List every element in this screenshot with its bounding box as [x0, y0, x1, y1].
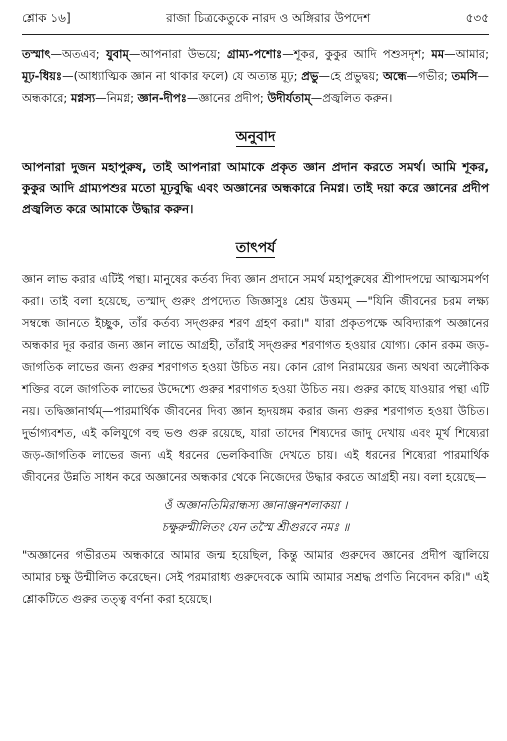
glossary-term: গ্রাম্য-পশোঃ — [227, 47, 283, 61]
page-header — [22, 10, 489, 35]
glossary-meaning: —হে প্রভুদ্বয়; — [318, 69, 383, 83]
glossary-meaning: —(আধ্যাত্মিক জ্ঞান না থাকার ফলে) যে অত্যন্ত মূঢ়; — [62, 69, 302, 83]
glossary-meaning: —আপনারা উভয়ে; — [128, 47, 228, 61]
glossary-meaning: —প্রজ্বলিত করুন। — [310, 91, 393, 105]
glossary-term: প্রভু — [301, 69, 319, 83]
chapter-title: রাজা চিত্রকেতুকে নারদ ও অঙ্গিরার উপদেশ — [166, 11, 371, 25]
verse-line: চক্ষুরুন্মীলিতং যেন তস্মৈ শ্রীগুরবে নমঃ ॥ — [161, 520, 350, 534]
quoted-verse — [22, 494, 489, 538]
glossary-meaning: —নিমগ্ন; — [95, 91, 138, 105]
glossary-meaning: —গভীর; — [406, 69, 452, 83]
glossary-term: তমসি — [451, 69, 478, 83]
book-page — [0, 10, 507, 741]
purport-paragraph: "অজ্ঞানের গভীরতম অন্ধকারে আমার জন্ম হয়েছিল, কিন্তু আমার গুরুদেব জ্ঞানের প্রদীপ জ্বালিয়ে আমার চক্ষু উন্মীলিত করেছেন। সেই পরমারাধ্য গুরুদেবকে আমি আমার সশ্রদ্ধ প্রণতি নিবেদন করি।" এই শ্লোকটিতে গুরুর তত্ত্ব বর্ণনা করা হয়েছে। — [22, 548, 489, 606]
verse-reference: শ্লোক ১৬] — [22, 11, 71, 25]
glossary-term: তস্মাৎ — [22, 47, 51, 61]
glossary-term: জ্ঞান-দীপঃ — [137, 91, 187, 105]
glossary-meaning: —অতএব; — [50, 47, 107, 61]
glossary-term: মূঢ়-ধিয়ঃ — [22, 69, 63, 83]
glossary-term: মম — [431, 47, 445, 61]
translation-heading: অনুবাদ — [235, 129, 276, 145]
glossary-term: মগ্নস্য — [70, 91, 96, 105]
glossary-term: যুবাম্ — [106, 47, 129, 61]
word-meanings — [22, 43, 489, 109]
glossary-meaning: —জ্ঞানের প্রদীপ; — [186, 91, 268, 105]
verse-line: ওঁ অজ্ঞানতিমিরান্ধস্য জ্ঞানাঞ্জনশলাকয়া । — [163, 498, 348, 512]
glossary-meaning: —অন্ধকারে; — [22, 69, 490, 105]
purport-section — [22, 268, 489, 610]
page-number: ৫৩৫ — [465, 11, 489, 25]
translation-text: আপনারা দুজন মহাপুরুষ, তাই আপনারা আমাকে প্রকৃত জ্ঞান প্রদান করতে সমর্থ। আমি শূকর, কুকুর আদি গ্রাম্যপশুর মতো মূঢ়বুদ্ধি এবং অজ্ঞানের অন্ধকারে নিমগ্ন। তাই দয়া করে জ্ঞানের প্রদীপ প্রজ্বলিত করে আমাকে উদ্ধার করুন। — [22, 160, 489, 216]
glossary-meaning: —আমার; — [444, 47, 489, 61]
glossary-term: অন্ধে — [382, 69, 407, 83]
purport-paragraph: জ্ঞান লাভ করার এটিই পন্থা। মানুষের কর্তব্য দিব্য জ্ঞান প্রদানে সমর্থ মহাপুরুষের শ্রীপাদপদ্মে আত্মসমর্পণ করা। তাই বলা হয়েছে, তস্মাদ্ গুরুং প্রপদ্যেত জিজ্ঞাসুঃ শ্রেয় উত্তমম্ —"যিনি জীবনের চরম লক্ষ্য সম্বন্ধে জানতে ইচ্ছুক, তাঁর কর্তব্য সদ্গুরুর শরণ গ্রহণ করা।" যারা প্রকৃতপক্ষে অবিদ্যারূপ অজ্ঞানের অন্ধকার দূর করার জন্য জ্ঞান লাভে আগ্রহী, তাঁরাই সদ্গুরুর শরণাগত হওয়ার যোগ্য। কোন রকম জড়-জাগতিক লাভের জন্য গুরুর শরণাগত হওয়া উচিত নয়। কোন রোগ নিরাময়ের জন্য অথবা অলৌকিক শক্তির বলে জাগতিক লাভের উদ্দেশ্যে গুরুর শরণাগত হওয়া উচিত নয়। গুরুর কাছে যাওয়ার পন্থা এটি নয়। তদ্বিজ্ঞানার্থম্—পারমার্থিক জীবনের দিব্য জ্ঞান হৃদয়ঙ্গম করার জন্য গুরুর শরণাগত হওয়া উচিত। দুর্ভাগ্যবশত, এই কলিযুগে বহু ভণ্ড গুরু রয়েছে, যারা তাদের শিষ্যদের জাদু দেখায় এবং মূর্খ শিষ্যেরা জড়-জাগতিক লাভের জন্য এই ধরনের ভেলকিবাজি দেখতে চায়। এই ধরনের শিষ্যেরা পারমার্থিক জীবনের উন্নতি সাধন করে অজ্ঞানের অন্ধকার থেকে নিজেদের উদ্ধার করতে আগ্রহী নয়। বলা হয়েছে— — [22, 272, 489, 484]
glossary-meaning: —শূকর, কুকুর আদি পশুসদৃশ; — [282, 47, 432, 61]
glossary-term: উদীর্যতাম্ — [267, 91, 311, 105]
purport-heading: তাৎপর্য — [235, 240, 276, 256]
